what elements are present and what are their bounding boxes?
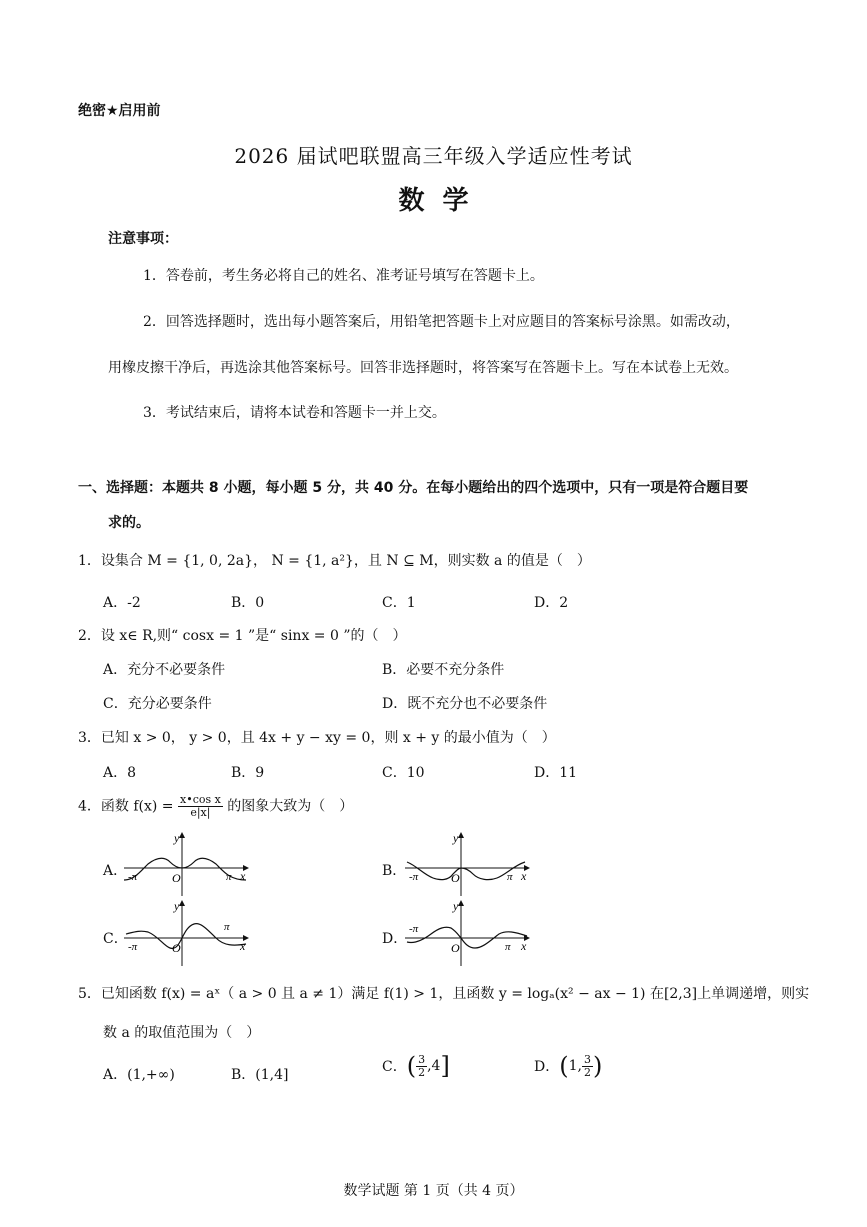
notice-item-1: 1．答卷前，考生务必将自己的姓名、准考证号填写在答题卡上。 [143, 268, 544, 284]
question-4-stem [78, 794, 353, 819]
option-c-fraction [416, 1054, 427, 1079]
option-d-head: 1, [568, 1058, 582, 1074]
question-5-option-a: A．(1,+∞) [103, 1067, 175, 1083]
question-1-option-c: C．1 [382, 595, 416, 611]
section-heading-line-1: 一、选择题：本题共 8 小题，每小题 5 分，共 40 分。在每小题给出的四个选项中，只有一项是符合题目要 [78, 480, 749, 496]
question-4-stem-prefix: 4．函数 f(x) = [78, 798, 178, 815]
axis-y-label: y [174, 899, 180, 913]
pi-label: π [226, 871, 232, 883]
origin-label: O [451, 941, 460, 955]
axis-x-label: x [240, 869, 246, 883]
neg-pi-label: -π [409, 923, 419, 935]
question-4-option-b-label: B． [382, 863, 407, 879]
pi-label: π [505, 941, 511, 953]
question-5-option-b: B．(1,4] [231, 1067, 289, 1083]
right-paren: ) [592, 1052, 603, 1080]
question-3-option-b: B．9 [231, 765, 265, 781]
question-1-option-b: B．0 [231, 595, 265, 611]
axis-x-label: x [521, 869, 527, 883]
left-paren: ( [406, 1052, 417, 1080]
neg-pi-label: -π [128, 941, 138, 953]
option-c-label: C． [382, 1059, 407, 1075]
origin-label: O [172, 941, 181, 955]
question-2-option-c: C．充分必要条件 [103, 696, 212, 712]
question-3-option-d: D．11 [534, 765, 578, 781]
question-4-fraction [178, 794, 223, 819]
notice-item-2-line-2: 用橡皮擦干净后，再选涂其他答案标号。回答非选择题时，将答案写在答题卡上。写在本试卷上无效。 [108, 360, 738, 376]
axis-y-label: y [174, 831, 180, 845]
question-4-option-d-label: D． [382, 931, 408, 947]
question-2-option-b: B．必要不充分条件 [382, 662, 505, 678]
question-5-option-c [382, 1052, 450, 1080]
question-2-stem: 2．设 x∈ R,则“ cosx = 1 ”是“ sinx = 0 ”的（ ） [78, 628, 407, 644]
notice-item-3: 3．考试结束后，请将本试卷和答题卡一并上交。 [143, 405, 446, 421]
question-2-option-a: A．充分不必要条件 [103, 662, 226, 678]
left-paren: ( [559, 1052, 569, 1080]
question-3-stem: 3．已知 x > 0， y > 0，且 4x + y − xy = 0，则 x + y 的最小值为（ ） [78, 730, 556, 746]
fraction-numerator: 3 [418, 1052, 426, 1066]
option-d-fraction [582, 1054, 593, 1079]
neg-pi-label: -π [409, 871, 419, 883]
pi-label: π [507, 871, 513, 883]
question-1-option-d: D．2 [534, 595, 569, 611]
right-bracket: ] [440, 1052, 450, 1080]
exam-title: 2026 届试吧联盟高三年级入学适应性考试 [234, 144, 633, 168]
question-3-option-c: C．10 [382, 765, 425, 781]
axis-x-label: x [521, 939, 527, 953]
notice-item-2-line-1: 2．回答选择题时，选出每小题答案后，用铅笔把答题卡上对应题目的答案标号涂黑。如需改动， [143, 314, 740, 330]
axis-x-label: x [240, 939, 246, 953]
pi-label: π [224, 921, 230, 933]
section-heading-line-2: 求的。 [108, 515, 150, 531]
subject-title: 数学 [398, 186, 487, 216]
question-1-option-a: A．-2 [103, 595, 141, 611]
question-3-option-a: A．8 [103, 765, 137, 781]
question-5-option-d [534, 1052, 602, 1080]
question-2-option-d: D．既不充分也不必要条件 [382, 696, 548, 712]
question-1-stem: 1．设集合 M = {1, 0, 2a}， N = {1, a²}，且 N ⊆ M，则实数 a 的值是（ ） [78, 553, 591, 569]
neg-pi-label: -π [128, 871, 138, 883]
axis-y-label: y [453, 831, 459, 845]
axis-y-label: y [453, 899, 459, 913]
graph-option-c [122, 896, 254, 968]
question-4-option-a-label: A． [103, 863, 128, 879]
question-4-option-c-label: C． [103, 931, 128, 947]
graph-option-b [403, 828, 535, 898]
graph-option-a [122, 828, 254, 898]
question-5-stem-line-1: 5．已知函数 f(x) = aˣ（ a > 0 且 a ≠ 1）满足 f(1) > 1，且函数 y = logₐ(x² − ax − 1) 在[2,3]上单调递增，则实 [78, 986, 810, 1002]
origin-label: O [451, 871, 460, 885]
option-c-tail: ,4 [427, 1058, 441, 1074]
origin-label: O [172, 871, 181, 885]
fraction-denominator: 2 [583, 1065, 591, 1079]
fraction-denominator: e|x| [190, 806, 211, 819]
graph-option-d [403, 896, 535, 968]
notice-heading: 注意事项： [108, 231, 178, 247]
confidential-mark: 绝密★启用前 [78, 103, 161, 119]
question-5-stem-line-2: 数 a 的取值范围为（ ） [103, 1025, 261, 1041]
fraction-denominator: 2 [418, 1065, 426, 1079]
question-4-stem-suffix: 的图象大致为（ ） [222, 798, 354, 815]
fraction-numerator: 3 [583, 1052, 591, 1066]
option-d-label: D． [534, 1059, 560, 1075]
page-footer: 数学试题 第 1 页（共 4 页） [343, 1183, 524, 1199]
fraction-numerator: x•cos x [180, 793, 221, 806]
